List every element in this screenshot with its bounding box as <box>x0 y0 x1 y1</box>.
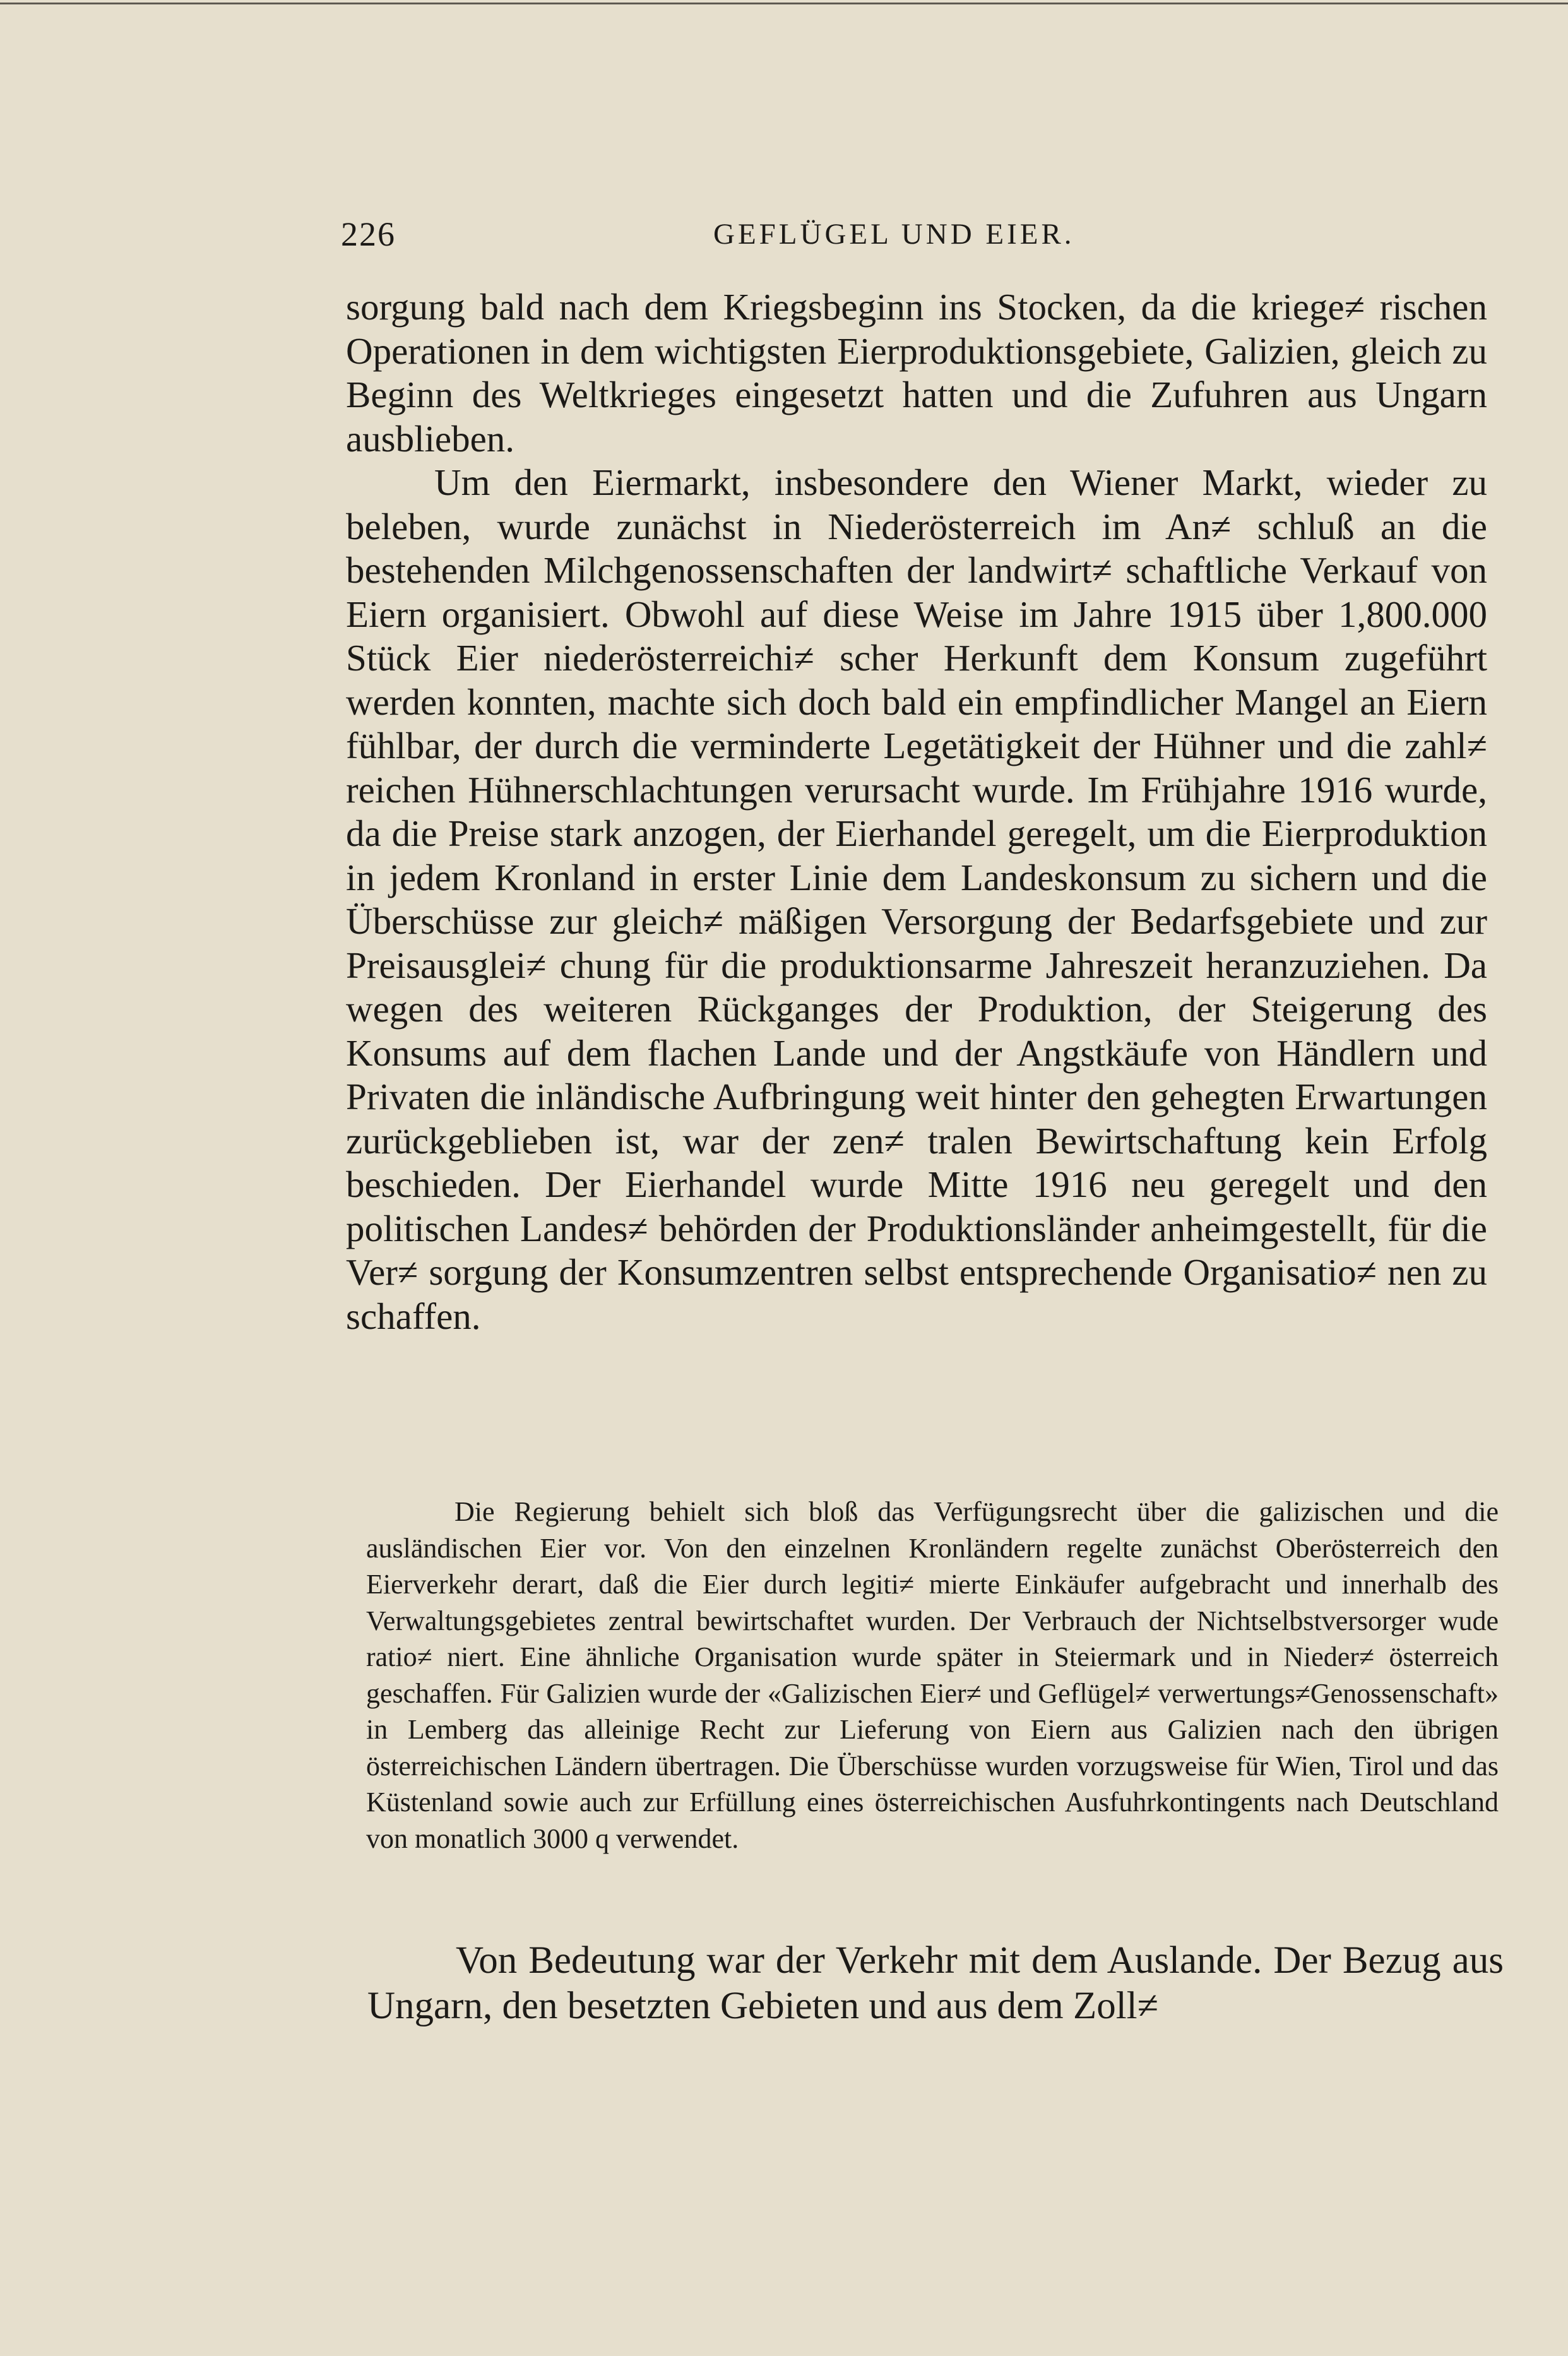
footnote-text: Die Regierung behielt sich bloß das Verfügungsrecht über die galizischen und die ausländischen Eier vor. Von den einzelnen Kronländern regelte zunächst Oberösterreich den Eierverkehr derart, daß die Eier durch legiti≠ mierte Einkäufer aufgebracht und innerhalb des Verwaltungsgebietes zentral bewirtschaftet wurden. Der Verbrauch der Nichtselbstversorger wude ratio≠ niert. Eine ähnliche Organisation wurde später in Steiermark und in Nieder≠ österreich geschaffen. Für Galizien wurde der «Galizischen Eier≠ und Geflügel≠ verwertungs≠Genossenschaft» in Lemberg das alleinige Recht zur Lieferung von Eiern aus Galizien nach den übrigen österreichischen Ländern übertragen. Die Überschüsse wurden vorzugsweise für Wien, Tirol und das Küstenland sowie auch zur Erfüllung eines österreichischen Ausfuhrkontingents nach Deutschland von monatlich 3000 q verwendet. <box>366 1496 1499 1854</box>
closing-paragraph <box>367 1938 1504 2029</box>
page-edge-rule <box>0 3 1568 4</box>
paragraph-continuation: sorgung bald nach dem Kriegsbeginn ins Stocken, da die kriege≠ rischen Operationen in dem wichtigsten Eierproduktionsgebiete, Galizien, gleich zu Beginn des Weltkrieges eingesetzt hatten und die Zufuhren aus Ungarn ausblieben. <box>346 286 1487 460</box>
main-text <box>346 285 1487 1338</box>
paragraph-eiermarkt: Um den Eiermarkt, insbesondere den Wiener Markt, wieder zu beleben, wurde zunächst in Niederösterreich im An≠ schluß an die bestehenden Milchgenossenschaften der landwirt≠ schaftliche Verkauf von Eiern organisiert. Obwohl auf diese Weise im Jahre 1915 über 1,800.000 Stück Eier niederösterreichi≠ scher Herkunft dem Konsum zugeführt werden konnten, machte sich doch bald ein empfindlicher Mangel an Eiern fühlbar, der durch die verminderte Legetätigkeit der Hühner und die zahl≠ reichen Hühnerschlachtungen verursacht wurde. Im Frühjahre 1916 wurde, da die Preise stark anzogen, der Eierhandel geregelt, um die Eierproduktion in jedem Kronland in erster Linie dem Landeskonsum zu sichern und die Überschüsse zur gleich≠ mäßigen Versorgung der Bedarfsgebiete und zur Preisausglei≠ chung für die produktionsarme Jahreszeit heranzuziehen. Da wegen des weiteren Rückganges der Produktion, der Steigerung des Konsums auf dem flachen Lande und der Angstkäufe von Händlern und Privaten die inländische Aufbringung weit hinter den gehegten Erwartungen zurückgeblieben ist, war der zen≠ tralen Bewirtschaftung kein Erfolg beschieden. Der Eierhandel wurde Mitte 1916 neu geregelt und den politischen Landes≠ behörden der Produktionsländer anheimgestellt, für die Ver≠ sorgung der Konsumzentren selbst entsprechende Organisatio≠ nen zu schaffen. <box>346 461 1487 1337</box>
footnote <box>366 1494 1499 1857</box>
running-head: GEFLÜGEL UND EIER. <box>713 218 1075 251</box>
closing-paragraph-text: Von Bedeutung war der Verkehr mit dem Auslande. Der Bezug aus Ungarn, den besetzten Gebieten und aus dem Zoll≠ <box>367 1939 1504 2027</box>
page-header <box>341 215 1509 259</box>
page-number: 226 <box>341 215 396 253</box>
